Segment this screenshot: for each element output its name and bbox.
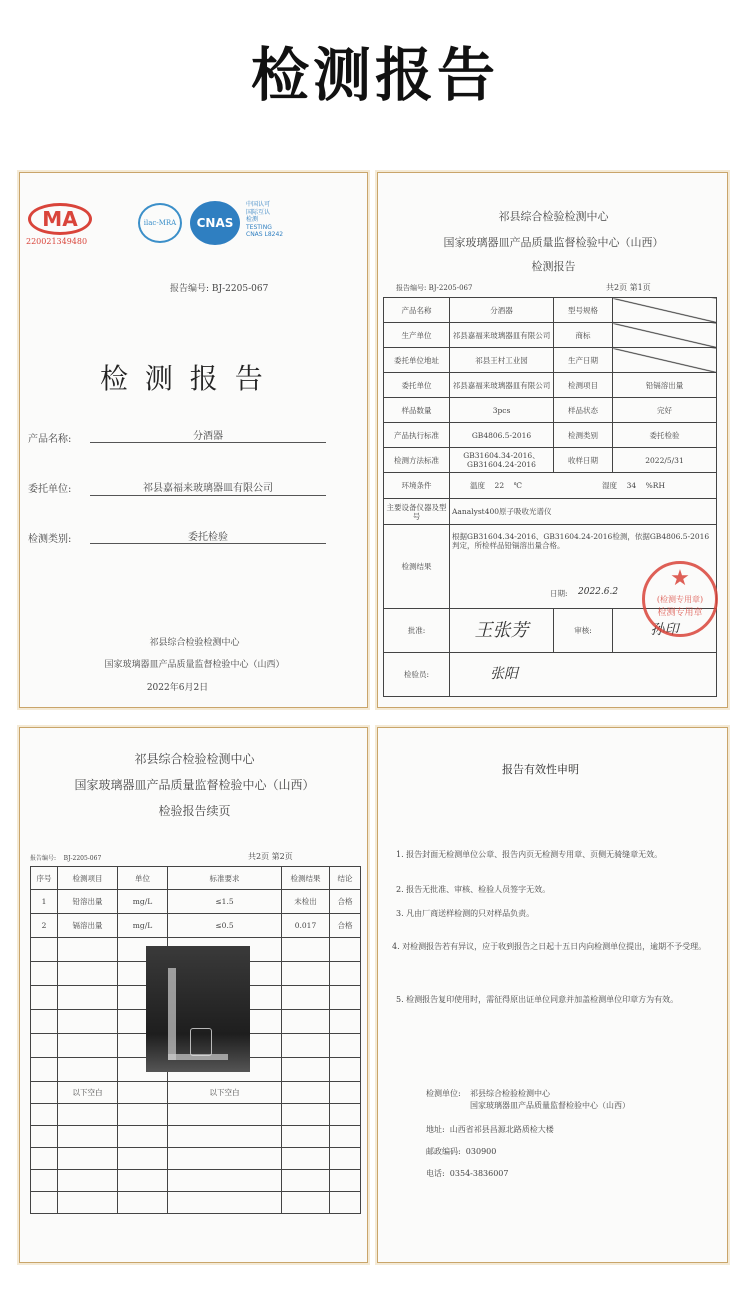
cell: 合格 — [330, 890, 361, 914]
equip-value: Aanalyst400原子吸收光谱仪 — [450, 499, 717, 525]
glass-decanter — [190, 1028, 212, 1056]
temp-unit: ℃ — [513, 481, 523, 490]
report-date: 2022年6月2日 — [146, 683, 209, 693]
report-no — [30, 853, 101, 862]
ruler — [168, 968, 176, 1060]
date-label: 日期: — [550, 589, 568, 598]
unit-label: 检测单位: — [426, 1089, 461, 1098]
column-header: 序号 — [31, 867, 58, 890]
cell: GB31604.34-2016、GB31604.24-2016 — [450, 448, 554, 473]
column-header: 单位 — [118, 867, 168, 890]
report-title: 检测报告 — [531, 260, 576, 273]
signature: 张阳 — [490, 666, 518, 683]
org-name: 祁县综合检验检测中心 — [498, 210, 609, 223]
validity-item: 5. 检测报告复印使用时，需征得原出证单位同意并加盖检测单位印章方为有效。 — [396, 995, 679, 1004]
stamp-text: 检测专用章 — [657, 608, 703, 618]
cell: 分酒器 — [450, 298, 554, 323]
zip-label: 邮政编码: — [426, 1147, 461, 1156]
cnas-line: CNAS L8242 — [246, 231, 284, 238]
column-header: 检测结果 — [282, 867, 330, 890]
column-header: 标准要求 — [168, 867, 282, 890]
cell: 祁县嘉福来玻璃器皿有限公司 — [450, 373, 554, 398]
validity-statement-page — [377, 727, 728, 1263]
table-row — [31, 914, 361, 938]
cell: 产品执行标准 — [384, 423, 450, 448]
cell: 生产日期 — [554, 348, 613, 373]
env-cell — [450, 473, 717, 499]
cnas-line: TESTING — [246, 223, 272, 231]
cnas-line: 检测 — [246, 216, 259, 223]
field-value: 祁县嘉福来玻璃器皿有限公司 — [143, 483, 273, 494]
page-count: 共2页 第1页 — [606, 283, 651, 292]
cell: 生产单位 — [384, 323, 450, 348]
report-no-label: 报告编号: — [396, 284, 427, 292]
addr-label: 地址: — [426, 1125, 445, 1134]
date-signature: 2022.6.2 — [578, 587, 619, 597]
hum-value: 34 — [626, 481, 637, 490]
report-no-label: 报告编号: — [30, 855, 57, 862]
sample-photo — [146, 946, 250, 1072]
table-row — [31, 890, 361, 914]
report-title: 检验报告续页 — [158, 804, 231, 818]
cell: 委托检验 — [613, 423, 717, 448]
temp-value: 22 — [494, 481, 505, 490]
hum-unit: %RH — [645, 481, 665, 490]
report-cover-page — [19, 172, 368, 708]
cell: 2 — [31, 914, 58, 938]
result-text: 根据GB31604.34-2016、GB31604.24-2016检测，依据GB4806.5-2016判定，所检样品铅镉溶出量合格。 — [452, 532, 710, 550]
cell: 检验员: — [384, 653, 450, 697]
field-label: 委托单位: — [28, 484, 72, 495]
validity-item: 1. 报告封面无检测单位公章、报告内页无检测专用章、页侧无骑缝章无效。 — [396, 850, 663, 859]
report-no — [170, 281, 268, 294]
cell: 铅镉溶出量 — [613, 373, 717, 398]
column-header: 检测项目 — [58, 867, 118, 890]
org-name: 祁县综合检验检测中心 — [149, 638, 240, 648]
cell: 批准: — [384, 609, 450, 653]
cell: 检测项目 — [554, 373, 613, 398]
approve-signature — [450, 609, 554, 653]
tel-value: 0354-3836007 — [449, 1169, 509, 1178]
cell: 3pcs — [450, 398, 554, 423]
cnas-line: 中国认可 — [246, 201, 271, 208]
cell: 检测结果 — [384, 525, 450, 609]
cell: mg/L — [118, 890, 168, 914]
inspection-stamp — [642, 561, 718, 637]
org-name: 国家玻璃器皿产品质量监督检验中心（山西） — [104, 660, 285, 670]
temp-label: 温度 — [470, 481, 485, 490]
blank-note: 以下空白 — [58, 1082, 118, 1104]
cell-blank — [613, 298, 717, 323]
star-icon: ★ — [670, 566, 690, 591]
cell: 审核: — [554, 609, 613, 653]
cell: 镉溶出量 — [58, 914, 118, 938]
field-value: 委托检验 — [188, 532, 228, 543]
cell: 产品名称 — [384, 298, 450, 323]
signature: 王张芳 — [474, 619, 529, 641]
report-no — [396, 283, 472, 293]
validity-item: 3. 凡由厂商送样检测的只对样品负责。 — [396, 909, 535, 918]
cell: mg/L — [118, 914, 168, 938]
report-page-1 — [377, 172, 728, 708]
ma-number: 220021349480 — [26, 237, 88, 246]
report-no-label: 报告编号: — [170, 284, 210, 294]
report-no-value: BJ-2205-067 — [63, 855, 102, 862]
ma-logo: MA — [28, 203, 92, 235]
unit-name: 国家玻璃器皿产品质量监督检验中心（山西） — [470, 1101, 630, 1110]
telephone — [426, 1168, 509, 1179]
field-label: 检测类别: — [28, 534, 72, 545]
validity-title: 报告有效性申明 — [502, 763, 579, 776]
cell: 检测类别 — [554, 423, 613, 448]
hum-label: 湿度 — [602, 481, 618, 490]
cell: 样品数量 — [384, 398, 450, 423]
cell: 2022/5/31 — [613, 448, 717, 473]
report-no-value: BJ-2205-067 — [428, 284, 473, 292]
cell: 铅溶出量 — [58, 890, 118, 914]
cnas-logo: CNAS — [190, 201, 240, 245]
cell: ≤0.5 — [168, 914, 282, 938]
report-page-2 — [19, 727, 368, 1263]
cell-blank — [613, 323, 717, 348]
unit-name: 祁县综合检验检测中心 — [470, 1089, 550, 1098]
page-title: 检测报告 — [250, 41, 499, 109]
ilac-logo: ilac-MRA — [138, 203, 182, 243]
signature: 孙印 — [650, 622, 679, 639]
field-label: 产品名称: — [28, 434, 72, 445]
cell: 委托单位地址 — [384, 348, 450, 373]
zip-value: 030900 — [465, 1147, 497, 1156]
inspector-signature — [450, 653, 717, 697]
cell: 完好 — [613, 398, 717, 423]
cell: 委托单位 — [384, 373, 450, 398]
cell: GB4806.5-2016 — [450, 423, 554, 448]
tel-label: 电话: — [426, 1169, 445, 1178]
cell-blank — [613, 348, 717, 373]
cell: ≤1.5 — [168, 890, 282, 914]
cell: 1 — [31, 890, 58, 914]
cell: 检测方法标准 — [384, 448, 450, 473]
cell: 环境条件 — [384, 473, 450, 499]
stamp-note: (检测专用章) — [656, 595, 704, 604]
cell: 型号规格 — [554, 298, 613, 323]
validity-item: 2. 报告无批准、审核、检验人员签字无效。 — [396, 885, 551, 894]
cell: 合格 — [330, 914, 361, 938]
report-no-value: BJ-2205-067 — [211, 284, 269, 294]
cell: 商标 — [554, 323, 613, 348]
cell: 收样日期 — [554, 448, 613, 473]
cell: 0.017 — [282, 914, 330, 938]
field-value: 分酒器 — [193, 431, 223, 442]
address — [426, 1124, 554, 1135]
cnas-text — [246, 201, 283, 239]
org-name: 国家玻璃器皿产品质量监督检验中心（山西） — [443, 236, 664, 249]
report-info-table — [383, 297, 717, 697]
cover-title: 检 测 报 告 — [100, 362, 267, 395]
cnas-line: 国际互认 — [246, 208, 271, 216]
zip-code — [426, 1146, 496, 1157]
page-count: 共2页 第2页 — [248, 852, 293, 861]
cell: 祁县王村工业园 — [450, 348, 554, 373]
column-header: 结论 — [330, 867, 361, 890]
org-name: 祁县综合检验检测中心 — [134, 752, 255, 766]
cell: 未检出 — [282, 890, 330, 914]
cell: 主要设备仪器及型号 — [384, 499, 450, 525]
blank-note: 以下空白 — [168, 1082, 282, 1104]
cell: 样品状态 — [554, 398, 613, 423]
org-name: 国家玻璃器皿产品质量监督检验中心（山西） — [74, 778, 315, 792]
addr-value: 山西省祁县昌源北路质检大楼 — [449, 1125, 554, 1134]
cell: 祁县嘉福来玻璃器皿有限公司 — [450, 323, 554, 348]
validity-item: 4. 对检测报告若有异议，应于收到报告之日起十五日内向检测单位提出，逾期不予受理。 — [392, 942, 707, 951]
